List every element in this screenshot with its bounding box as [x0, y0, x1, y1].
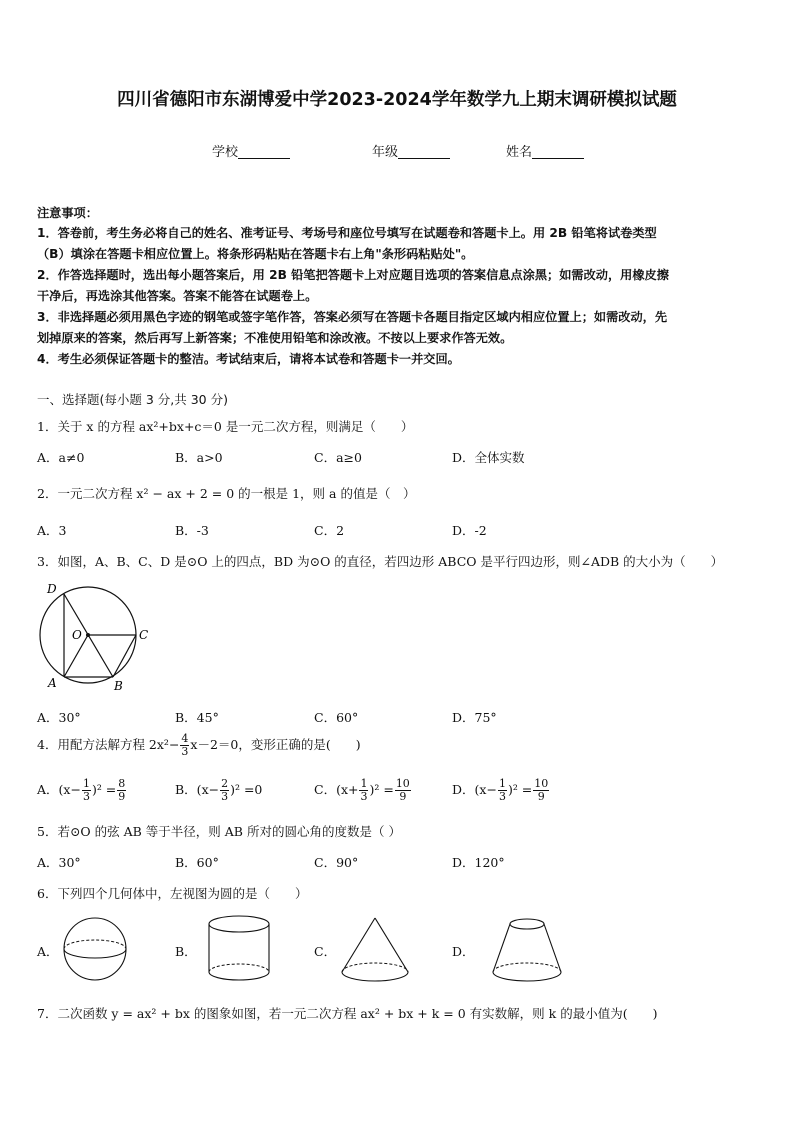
- option-d: D．120°: [452, 855, 505, 870]
- option-b: B．60°: [175, 855, 219, 870]
- option-b: B．45°: [175, 710, 219, 725]
- question-2-stem: 2．一元二次方程 x² − ax + 2 = 0 的一根是 1，则 a 的值是（ ）: [37, 486, 416, 501]
- notice-line: 1．答卷前，考生务必将自己的姓名、准考证号、考场号和座位号填写在试题卷和答题卡上。用 2B 铅笔将试卷类型: [37, 226, 657, 240]
- question-5-stem: 5．若⊙O 的弦 AB 等于半径，则 AB 所对的圆心角的度数是（ ）: [37, 824, 401, 839]
- question-1-stem: 1．关于 x 的方程 ax²+bx+c＝0 是一元二次方程，则满足（ ）: [37, 419, 414, 434]
- question-4-stem: 4．用配方法解方程 2x²− $\frac{4}{3}$ x－2＝0，变形正确的是( ): [37, 732, 361, 758]
- option-d: D．-2: [452, 523, 487, 538]
- page-title: 四川省德阳市东湖博爱中学2023-2024学年数学九上期末调研模拟试题: [117, 90, 677, 110]
- cone-icon: [338, 914, 412, 986]
- option-a: A．30°: [37, 710, 81, 725]
- label-d: D: [47, 582, 57, 596]
- notice-line: 干净后，再选涂其他答案。答案不能答在试题卷上。: [37, 289, 318, 303]
- option-c: C．: [314, 944, 337, 959]
- option-c: C．60°: [314, 710, 359, 725]
- option-c: C．2: [314, 523, 345, 538]
- option-d: D．75°: [452, 710, 497, 725]
- option-a: A．30°: [37, 855, 81, 870]
- option-d: D．(x− $\frac{1}{3}$ )² = $\frac{10}{9}$: [452, 777, 549, 803]
- section-heading: 一、选择题(每小题 3 分,共 30 分): [37, 392, 228, 407]
- question-3-stem: 3．如图，A、B、C、D 是⊙O 上的四点，BD 为⊙O 的直径，若四边形 ABCO 是平行四边形，则∠ADB 的大小为（ ）: [37, 554, 724, 569]
- option-b: B．: [175, 944, 197, 959]
- circle-figure: [36, 580, 156, 692]
- label-c: C: [139, 628, 149, 642]
- option-d: D．全体实数: [452, 450, 525, 465]
- name-field: 姓名: [506, 141, 584, 160]
- option-a: A．3: [37, 523, 67, 538]
- option-a: A．a≠0: [37, 450, 85, 465]
- option-a: A．: [37, 944, 59, 959]
- option-d: D．: [452, 944, 475, 959]
- label-o: O: [72, 628, 82, 642]
- cylinder-icon: [204, 914, 274, 984]
- option-c: C．(x+ $\frac{1}{3}$ )² = $\frac{10}{9}$: [314, 777, 410, 803]
- option-c: C．a≥0: [314, 450, 362, 465]
- sphere-icon: [62, 916, 128, 982]
- notice-line: 2．作答选择题时，选出每小题答案后，用 2B 铅笔把答题卡上对应题目选项的答案信息点涂黑；如需改动，用橡皮擦: [37, 268, 669, 282]
- option-c: C．90°: [314, 855, 359, 870]
- notice-heading: 注意事项：: [37, 206, 98, 220]
- question-7-stem: 7．二次函数 y = ax² + bx 的图象如图，若一元二次方程 ax² + bx + k = 0 有实数解，则 k 的最小值为( ): [37, 1006, 658, 1021]
- school-field: 学校: [212, 141, 290, 160]
- grade-field: 年级: [372, 141, 450, 160]
- notice-line: （B）填涂在答题卡相应位置上。将条形码粘贴在答题卡右上角"条形码粘贴处"。: [37, 247, 474, 261]
- label-a: A: [48, 676, 57, 690]
- question-6-stem: 6．下列四个几何体中，左视图为圆的是（ ）: [37, 886, 308, 901]
- option-a: A．(x− $\frac{1}{3}$ )² = $\frac{8}{9}$: [37, 777, 126, 803]
- notice-line: 划掉原来的答案，然后再写上新答案；不准使用铅笔和涂改液。不按以上要求作答无效。: [37, 331, 513, 345]
- option-b: B．-3: [175, 523, 209, 538]
- option-b: B．(x− $\frac{2}{3}$ )² =0: [175, 777, 263, 803]
- frustum-icon: [488, 914, 566, 986]
- notice-line: 4．考生必须保证答题卡的整洁。考试结束后，请将本试卷和答题卡一并交回。: [37, 352, 460, 366]
- option-b: B．a>0: [175, 450, 223, 465]
- notice-line: 3．非选择题必须用黑色字迹的钢笔或签字笔作答，答案必须写在答题卡各题目指定区域内相应位置上；如需改动，先: [37, 310, 668, 324]
- label-b: B: [114, 679, 123, 692]
